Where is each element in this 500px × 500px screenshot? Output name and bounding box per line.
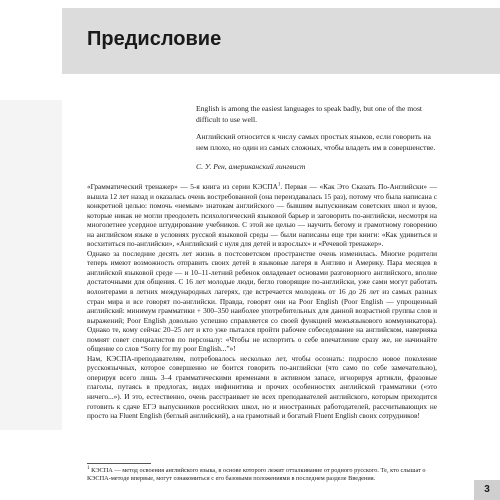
epigraph (196, 104, 436, 173)
paragraph-1-rest: . Первая — «Как Это Сказать По-Английски» — вышла 12 лет назад и оказалась очень востребованной (она переиздавалась 15 раз), потому что была написана с конкретной целью: помочь «немым» знатокам английского — бывшим выпускникам советских школ и вузов, которые никак не могли преодолеть психологический языковой барьер и заговорить по-английски, несмотря на многолетнее усердное штудирование учебников. С этой же целью — научить бегому и грамотному говорению на английском языке в условиях русской языковой среды — были написаны еще три книги: «Как удивиться и восхититься по-английски», «Английский с нуля для детей и взрослых» и «Речевой тренажер». (87, 182, 437, 249)
body-text (87, 182, 437, 421)
paragraph-3: Нам, КЭСПА-преподавателям, потребовалось несколько лет, чтобы осознать: подросло новое поколение русскоязычных, которое совершенно не боится говорить по-английски (что само по себе замечательно), оперируя всего лишь 3–4 грамматическими временами в активном запасе, игнорируя артикли, фразовые глаголы, путаясь в предлогах, видах инфинитива и прочих особенностях английской грамматики («это ничего...»). И это, естественно, очень расстраивает не всех преподавателей английского, которым приходится готовить к сдаче ЕГЭ выпускников российских школ, но и иностранных работодателей, рассчитывающих не просто на Fluent English (беглый английский), а на грамотный и богатый Fluent English своих сотрудников! (87, 353, 437, 421)
paragraph-1-start: «Грамматический тренажер» — 5-я книга из серии КЭСПА (87, 182, 278, 191)
side-margin-panel (0, 100, 62, 430)
epigraph-russian: Английский относится к числу самых простых языков, если говорить на нем плохо, но один из самых сложных, чтобы владеть им в совершенстве. (196, 132, 436, 152)
paragraph-1 (87, 182, 437, 249)
page-title: Предисловие (87, 28, 222, 50)
epigraph-english: English is among the easiest languages to speak badly, but one of the most difficult to use well. (196, 104, 423, 124)
footnote (87, 467, 443, 484)
footnote-divider (87, 463, 151, 464)
footnote-text: КЭСПА — метод освоения английского языка, в основе которого лежит отталкивание от родного русского. Те, кто слышат о КЭСПА-методе впервые, могут ознакомиться с его базовыми положениями в последнем разделе Введения. (87, 467, 426, 483)
epigraph-author: С. У. Рен, американский лингвист (196, 162, 306, 172)
page-number: 3 (474, 480, 500, 500)
footnote-marker: 1 (87, 465, 90, 471)
paragraph-2: Однако за последние десять лет жизнь в постсоветском пространстве очень изменилась. Многие родители теперь имеют возможность отправить своих детей в языковые лагеря в Англию и Америку. Пара месяцев в английской языковой среде — и 10–11-летний ребенок овладевает основами разговорного английского, вполне достаточными для общения. С 16 лет молодые люди, бегло говорящие по-английски, уже сами могут работать волонтерами в летних международных лагерях, где встречается молодежь от 16 до 26 лет из самых разных стран мира и все говорят по-английски. Правда, говорят они на Poor English (Poor English — упрощенный английский: минимум грамматики + 300–350 наиболее употребительных для данной возрастной группы слов и выражений; Poor English довольно успешно справляется со своей функцией межъязыкового коммуникатора). Однако те, кому сейчас 20–25 лет и кто уже пытался пройти рабочее собеседование на английском, наверняка помнят совет специалистов по персоналу: «Чтобы не испортить о себе впечатление сразу же, не начинайте общение со слов “Sorry for my poor English...”»! (87, 248, 437, 354)
footnote-ref[interactable]: 1 (277, 182, 281, 188)
